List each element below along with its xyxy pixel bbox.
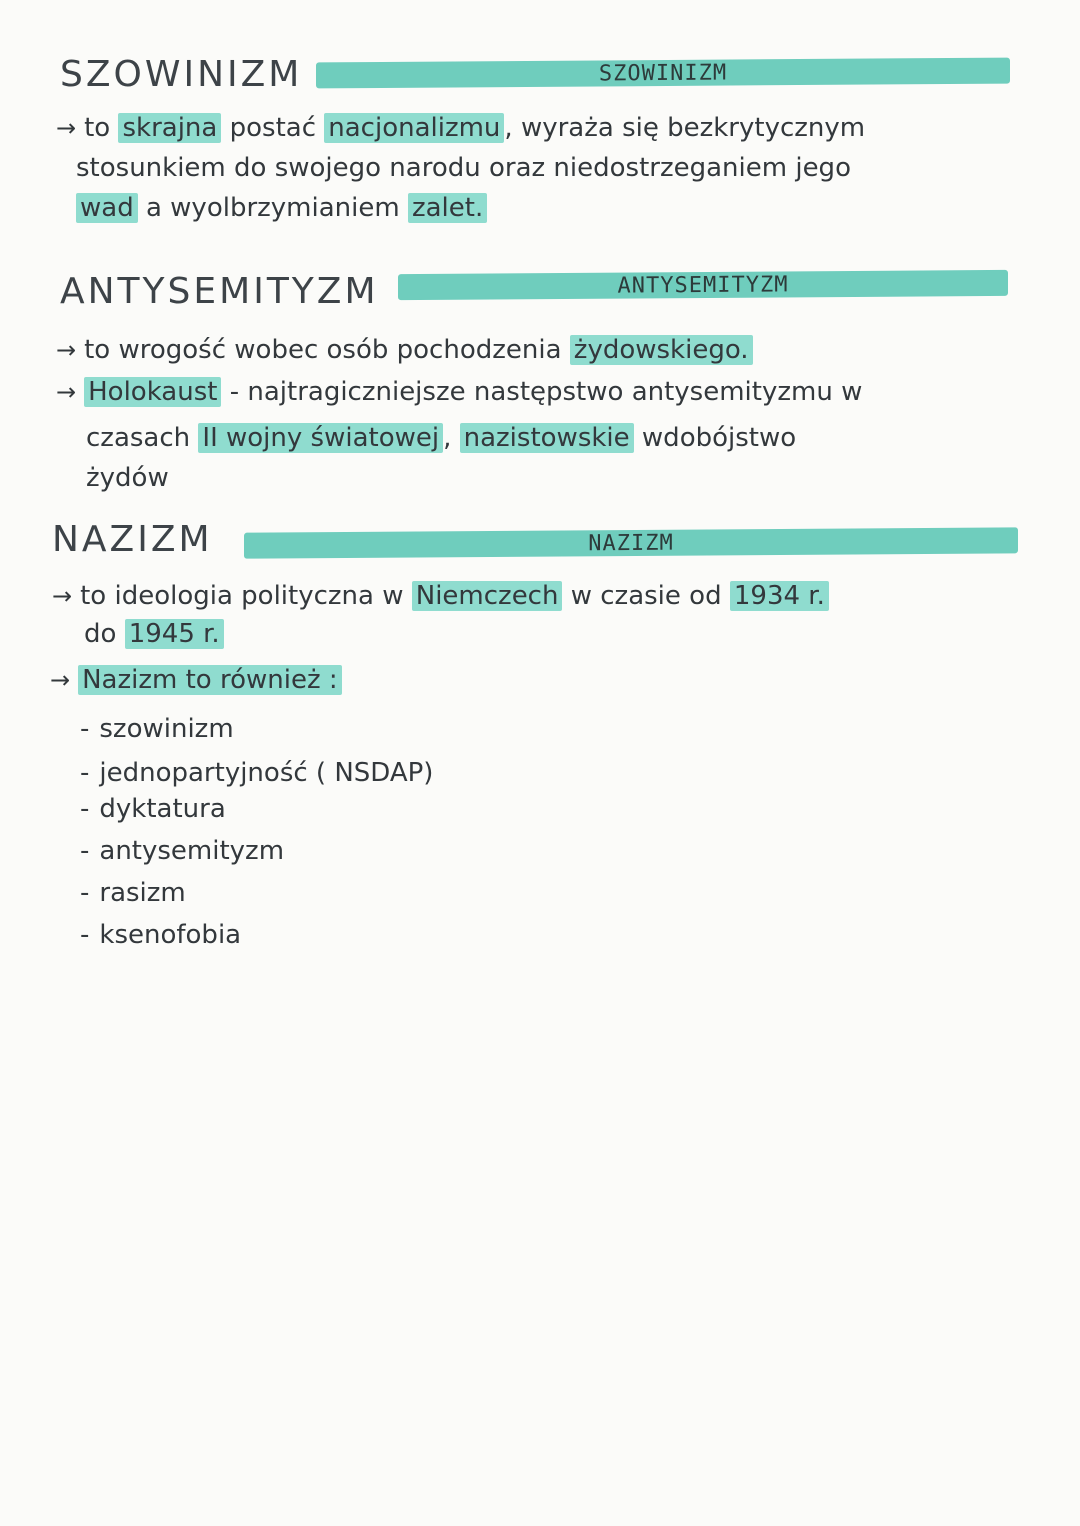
nazizm-line-2: do 1945 r. <box>84 616 224 652</box>
szowinizm-line-3: wad a wyolbrzymianiem zalet. <box>76 190 487 226</box>
highlight-nacjonalizmu: nacjonalizmu <box>324 113 504 143</box>
highlight-holokaust: Holokaust <box>84 377 221 407</box>
bar-label-antysemityzm: ANTYSEMITYZM <box>617 272 789 299</box>
highlight-ii-wojny: II wojny światowej <box>198 423 443 453</box>
bar-label-szowinizm: SZOWINIZM <box>598 60 728 87</box>
highlight-1945: 1945 r. <box>125 619 224 649</box>
heading-antysemityzm: ANTYSEMITYZM <box>60 271 379 312</box>
szowinizm-line-2: stosunkiem do swojego narodu oraz niedostrzeganiem jego <box>76 153 851 183</box>
heading-szowinizm: SZOWINIZM <box>60 54 303 95</box>
highlight-1934: 1934 r. <box>730 581 829 611</box>
antysemityzm-line-3: czasach II wojny światowej , nazistowskie wdobójstwo <box>86 423 797 453</box>
highlight-nazistowskie: nazistowskie <box>460 423 634 453</box>
antysemityzm-line-4: żydów <box>86 463 169 493</box>
list-item: - szowinizm <box>80 714 234 744</box>
szowinizm-line-1: → to skrajna postać nacjonalizmu , wyraża się bezkrytycznym <box>56 113 866 143</box>
list-item: - jednopartyjność ( NSDAP) <box>80 758 434 788</box>
list-item: - dyktatura <box>80 794 226 824</box>
antysemityzm-line-2: → Holokaust - najtragiczniejsze następstwo antysemityzmu w <box>56 377 863 407</box>
arrow-icon: → <box>56 378 77 406</box>
highlight-zydowskiego: żydowskiego. <box>570 335 753 365</box>
highlight-skrajna: skrajna <box>118 113 221 143</box>
highlight-bar-antysemityzm <box>398 270 1008 300</box>
arrow-icon: → <box>50 666 71 694</box>
list-item: - rasizm <box>80 878 186 908</box>
list-item: - antysemityzm <box>80 836 285 866</box>
heading-nazizm: NAZIZM <box>52 519 213 560</box>
highlight-nazizm-rowniez: Nazizm to również : <box>78 665 342 695</box>
arrow-icon: → <box>52 582 73 610</box>
arrow-icon: → <box>56 336 77 364</box>
highlight-bar-nazizm <box>244 527 1018 558</box>
bar-label-nazizm: NAZIZM <box>588 530 674 557</box>
arrow-icon: → <box>56 114 77 142</box>
highlight-bar-szowinizm <box>316 58 1010 89</box>
highlight-zalet: zalet. <box>408 193 487 223</box>
antysemityzm-line-1: → to wrogość wobec osób pochodzenia żydowskiego. <box>56 332 753 368</box>
highlight-niemczech: Niemczech <box>412 581 563 611</box>
highlight-wad: wad <box>76 193 138 223</box>
list-item: - ksenofobia <box>80 920 242 950</box>
nazizm-line-1: → to ideologia polityczna w Niemczech w czasie od 1934 r. <box>52 578 829 614</box>
nazizm-line-3 <box>50 662 342 698</box>
